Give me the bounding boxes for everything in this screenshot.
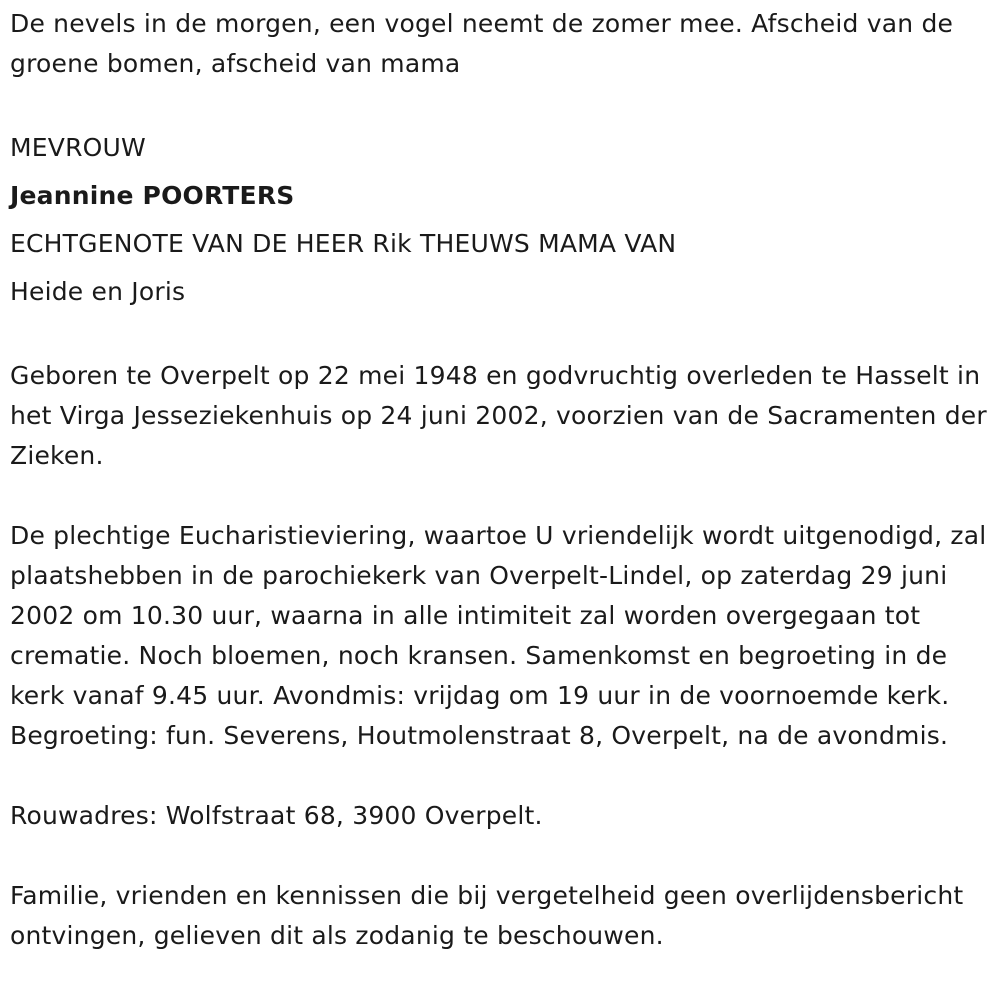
spacer: [10, 316, 990, 356]
ceremony-paragraph: De plechtige Eucharistieviering, waartoe U vriendelijk wordt uitgenodigd, zal plaatshebben in de parochiekerk van Overpelt-Lindel, op zaterdag 29 juni 2002 om 10.30 uur, waarna in alle intimiteit zal worden overgegaan tot crematie. Noch bloemen, noch kransen. Samenkomst en begroeting in de kerk vanaf 9.45 uur. Avondmis: vrijdag om 19 uur in de voornoemde kerk. Begroeting: fun. Severens, Houtmolenstraat 8, Overpelt, na de avondmis.: [10, 521, 987, 750]
deceased-name: Jeannine POORTERS: [10, 181, 295, 210]
obituary-notice: [10, 4, 990, 956]
spacer: [10, 476, 990, 516]
closing-paragraph: Familie, vrienden en kennissen die bij vergetelheid geen overlijdensbericht ontvingen, gelieven dit als zodanig te beschouwen.: [10, 881, 964, 950]
spacer: [10, 836, 990, 876]
birth-death-paragraph: Geboren te Overpelt op 22 mei 1948 en godvruchtig overleden te Hasselt in het Virga Jesseziekenhuis op 24 juni 2002, voorzien van de Sacramenten der Zieken.: [10, 361, 987, 470]
opening-verse: De nevels in de morgen, een vogel neemt de zomer mee. Afscheid van de groene bomen, afscheid van mama: [10, 9, 954, 78]
spouse-line: ECHTGENOTE VAN DE HEER Rik THEUWS MAMA VAN: [10, 229, 677, 258]
salutation: MEVROUW: [10, 133, 146, 162]
mourning-address: Rouwadres: Wolfstraat 68, 3900 Overpelt.: [10, 801, 543, 830]
spacer: [10, 84, 990, 124]
children-names: Heide en Joris: [10, 277, 186, 306]
spacer: [10, 756, 990, 796]
